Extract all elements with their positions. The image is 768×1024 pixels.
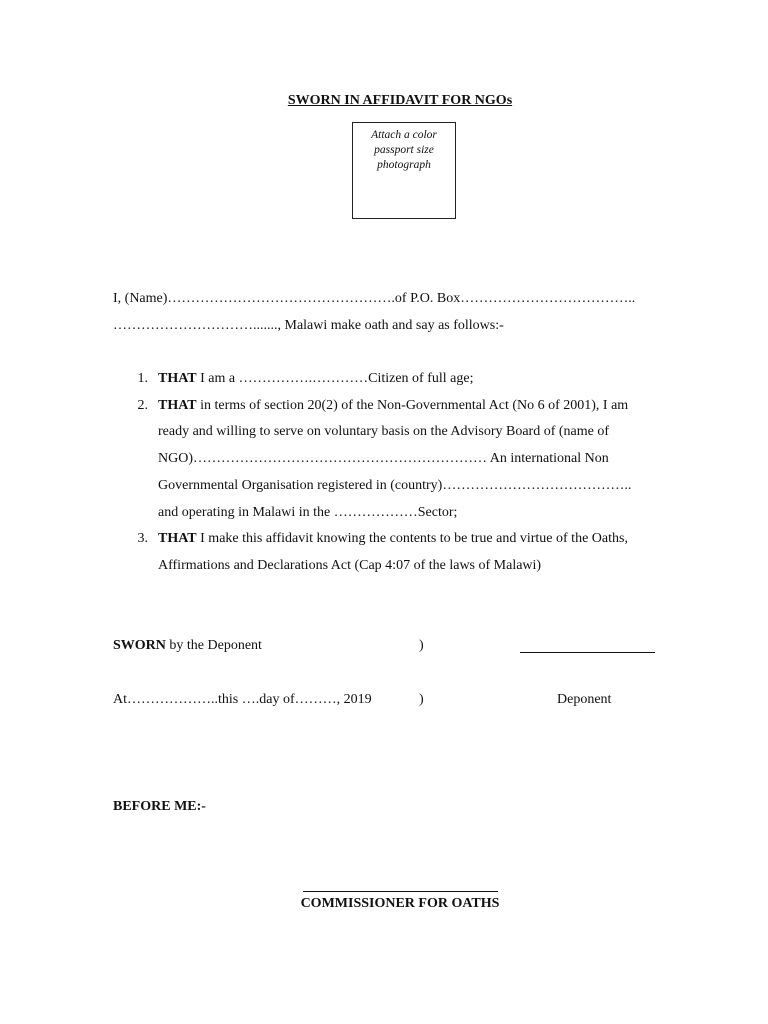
deponent-label: Deponent (557, 692, 612, 707)
clause-1 (158, 371, 473, 387)
sworn-line (113, 638, 262, 654)
passport-photo-box (352, 122, 456, 219)
clause-2 (158, 398, 628, 414)
clause-text: in terms of section 20(2) of the Non-Governmental Act (No 6 of 2001), I am (196, 398, 629, 413)
clause-text: I make this affidavit knowing the contents to be true and virtue of the Oaths, (196, 531, 628, 546)
sworn-paren: ) (419, 638, 424, 653)
clause-text: Governmental Organisation registered in (country)………………………………….. (158, 478, 632, 493)
clause-text: I am a …………….…………Citizen of full age; (196, 371, 474, 386)
clause-text: NGO)……………………………………………………… An international Non (158, 451, 609, 466)
photo-box-line: photograph (377, 159, 431, 171)
clause-keyword: THAT (158, 398, 197, 413)
clause-keyword: THAT (158, 531, 197, 546)
at-paren: ) (419, 692, 424, 707)
deponent-signature-line (520, 652, 655, 653)
intro-line-2: …………………………......., Malawi make oath and say as follows:- (113, 318, 504, 333)
clause-keyword: THAT (158, 371, 197, 386)
clause-number: 1. (137, 371, 148, 386)
clause-number: 3. (137, 531, 148, 546)
clause-text: Affirmations and Declarations Act (Cap 4:07 of the laws of Malawi) (158, 558, 542, 573)
clause-text: ready and willing to serve on voluntary basis on the Advisory Board of (name of (158, 424, 610, 439)
clause-text: and operating in Malawi in the ………………Sector; (158, 505, 458, 520)
sworn-keyword: SWORN (113, 638, 166, 653)
at-line: At………………..this ….day of………, 2019 (113, 692, 372, 707)
document-title: SWORN IN AFFIDAVIT FOR NGOs (287, 93, 513, 108)
clause-number: 2. (137, 398, 148, 413)
commissioner-label: COMMISSIONER FOR OATHS (300, 896, 500, 911)
photo-box-line: Attach a color (371, 129, 437, 141)
intro-line-1: I, (Name)………………………………………….of P.O. Box……………………………….. (113, 291, 636, 306)
clause-3 (158, 531, 628, 547)
commissioner-signature-line (303, 891, 498, 892)
sworn-text: by the Deponent (165, 638, 262, 653)
before-me-heading: BEFORE ME:- (113, 799, 206, 814)
photo-box-line: passport size (374, 144, 434, 156)
